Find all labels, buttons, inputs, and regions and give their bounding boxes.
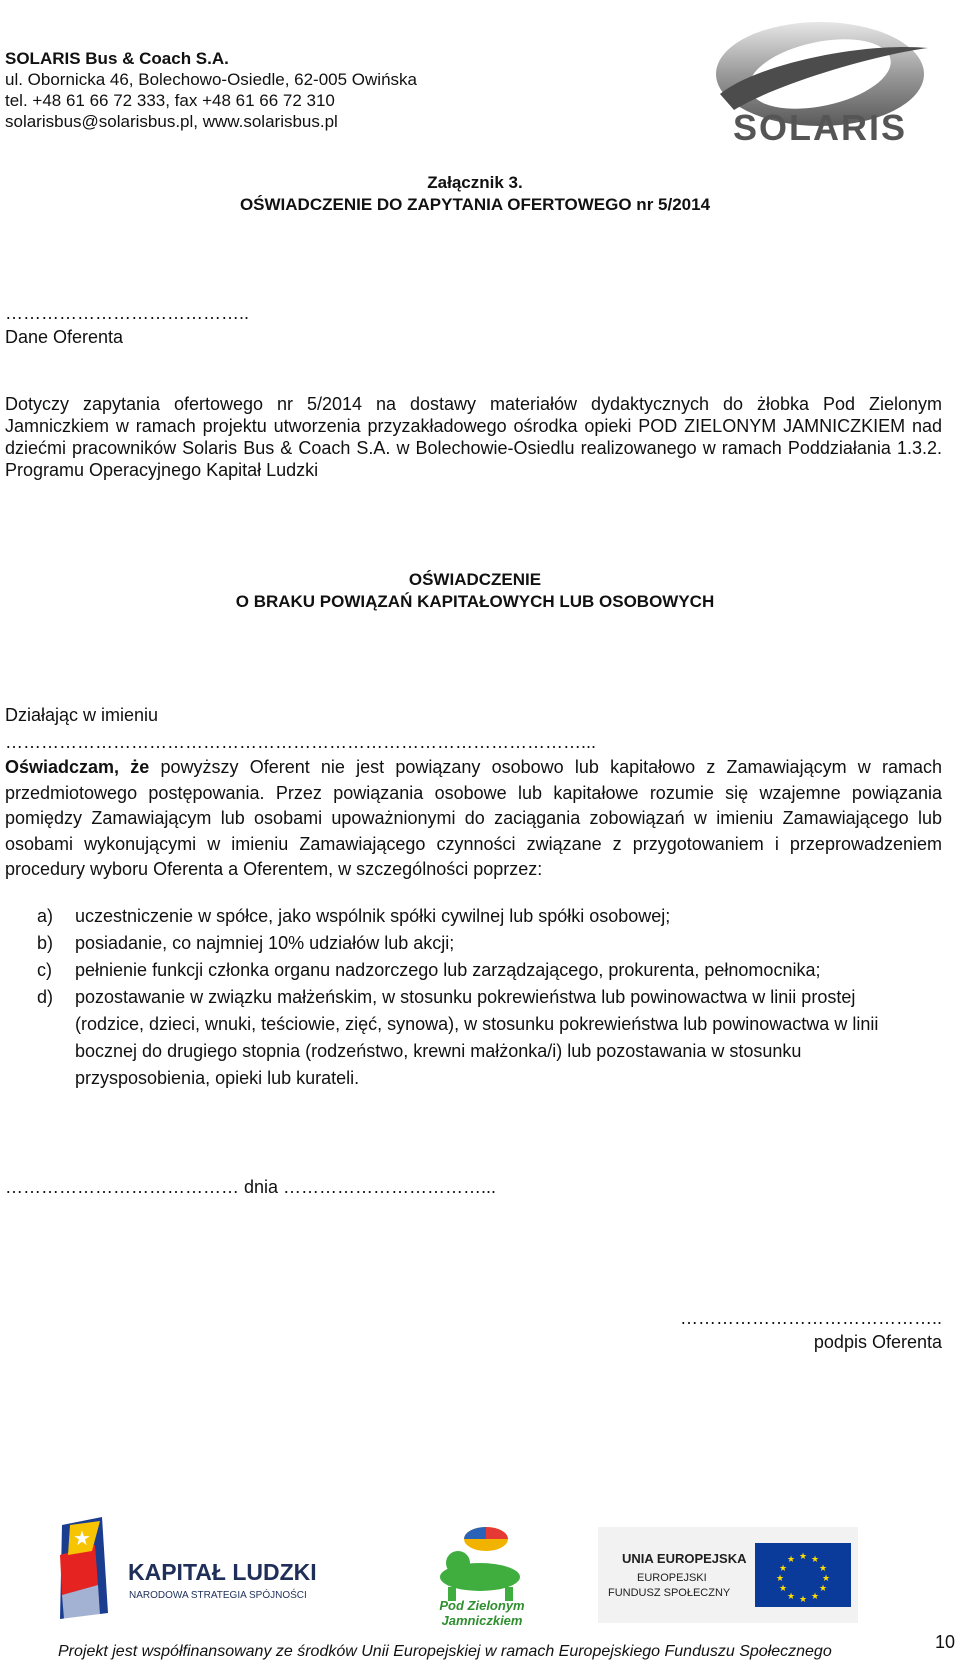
svg-text:★: ★ bbox=[786, 1554, 796, 1564]
eu-line2: EUROPEJSKI bbox=[637, 1572, 707, 1584]
list-marker: b) bbox=[37, 933, 54, 953]
list-item bbox=[5, 903, 942, 930]
svg-text:★: ★ bbox=[786, 1591, 796, 1601]
kapital-subtitle: NARODOWA STRATEGIA SPÓJNOŚCI bbox=[129, 1590, 307, 1601]
page-number: 10 bbox=[935, 1632, 956, 1652]
logo-text: SOLARIS bbox=[732, 107, 908, 148]
list-marker: c) bbox=[37, 960, 52, 980]
svg-text:★: ★ bbox=[818, 1563, 828, 1573]
cofinancing-note: Projekt jest współfinansowany ze środków Unii Europejskiej w ramach Europejskiego Funduszu Społecznego bbox=[58, 1643, 832, 1660]
company-name: SOLARIS Bus & Coach S.A. bbox=[5, 49, 229, 68]
svg-text:★: ★ bbox=[818, 1583, 828, 1593]
list-item bbox=[5, 957, 942, 984]
annex-subject: OŚWIADCZENIE DO ZAPYTANIA OFERTOWEGO nr 5/2014 bbox=[239, 195, 711, 214]
acting-dots: ……………………………………………………………………………………... bbox=[5, 732, 597, 752]
solaris-logo bbox=[700, 2, 940, 162]
signature-dots: …………………………………….. bbox=[679, 1308, 942, 1328]
statement-title bbox=[0, 569, 950, 613]
bidder-dots: ………………………………….. bbox=[5, 303, 250, 323]
kapital-title: KAPITAŁ LUDZKI bbox=[128, 1559, 317, 1585]
annex-title bbox=[0, 172, 950, 216]
svg-text:★: ★ bbox=[798, 1594, 808, 1604]
jamniczek-line2: Jamniczkiem bbox=[441, 1613, 523, 1628]
bidder-label: Dane Oferenta bbox=[5, 327, 124, 347]
statement-title-line1: OŚWIADCZENIE bbox=[408, 570, 542, 589]
list-item-text: posiadanie, co najmniej 10% udziałów lub akcji; bbox=[75, 933, 455, 953]
annex-number: Załącznik 3. bbox=[427, 173, 523, 192]
company-address: ul. Obornicka 46, Bolechowo-Osiedle, 62-005 Owińska bbox=[5, 70, 417, 89]
kapital-ludzki-logo bbox=[60, 1517, 317, 1619]
signature-label: podpis Oferenta bbox=[813, 1332, 942, 1352]
footer-logos bbox=[0, 1515, 960, 1635]
relations-list bbox=[5, 903, 942, 1092]
list-item-text: uczestniczenie w spółce, jako wspólnik spółki cywilnej lub spółki osobowej; bbox=[75, 906, 671, 926]
list-item-text: pozostawanie w związku małżeńskim, w stosunku pokrewieństwa lub powinowactwa w linii prostej (rodzice, dzieci, wnuki, teściowie, zięć, synowa), w stosunku pokrewieństwa lub powinowactwa w linii bocznej do drugiego stopnia (rodzeństwo, krewni małżonka/i) lub pozostawania w stosunku przysposobienia, opieki lub kurateli. bbox=[75, 987, 879, 1088]
jamniczek-logo bbox=[439, 1527, 525, 1628]
list-item bbox=[5, 984, 942, 1092]
list-marker: d) bbox=[37, 987, 54, 1007]
svg-text:★: ★ bbox=[821, 1573, 831, 1583]
declaration-text: powyższy Oferent nie jest powiązany osobowo lub kapitałowo z Zamawiającym w ramach przedmiotowego postępowania. Przez powiązania osobowe lub kapitałowe rozumie się wzajemne powiązania pomiędzy Zamawiającym lub osobami upoważnionymi do zaciągania zobowiązań w imieniu Zamawiającego lub osobami wykonującymi w imieniu Zamawiającego czynności związane z przygotowaniem i przeprowadzeniem procedury wyboru Oferenta a Oferentem, w szczególności poprzez: bbox=[5, 757, 943, 879]
star-icon: ★ bbox=[73, 1528, 91, 1550]
declaration-paragraph bbox=[5, 755, 942, 883]
svg-text:★: ★ bbox=[798, 1551, 808, 1561]
svg-text:★: ★ bbox=[810, 1591, 820, 1601]
company-phone: tel. +48 61 66 72 333, fax +48 61 66 72 310 bbox=[5, 91, 335, 110]
signature-block bbox=[680, 1306, 942, 1354]
eu-line3: FUNDUSZ SPOŁECZNY bbox=[608, 1587, 731, 1599]
company-info bbox=[5, 48, 417, 132]
svg-text:★: ★ bbox=[778, 1583, 788, 1593]
list-item-text: pełnienie funkcji członka organu nadzorczego lub zarządzającego, prokurenta, pełnomocnika; bbox=[75, 960, 821, 980]
eu-logo bbox=[598, 1527, 858, 1623]
svg-text:★: ★ bbox=[810, 1554, 820, 1564]
list-marker: a) bbox=[37, 906, 54, 926]
acting-label: Działając w imieniu bbox=[5, 705, 159, 725]
eu-line1: UNIA EUROPEJSKA bbox=[622, 1551, 747, 1566]
svg-text:★: ★ bbox=[775, 1573, 785, 1583]
date-line: ………………………………… dnia ……………………………... bbox=[5, 1177, 497, 1197]
statement-title-line2: O BRAKU POWIĄZAŃ KAPITAŁOWYCH LUB OSOBOWYCH bbox=[235, 592, 715, 611]
svg-text:★: ★ bbox=[778, 1563, 788, 1573]
concerning-paragraph: Dotyczy zapytania ofertowego nr 5/2014 na dostawy materiałów dydaktycznych do żłobka Pod Zielonym Jamniczkiem w ramach projektu utworzenia przyzakładowego ośrodka opieki POD ZIELONYM JAMNICZKIEM nad dziećmi pracowników Solaris Bus & Coach S.A. w Bolechowie-Osiedlu realizowanego w ramach Poddziałania 1.3.2. Programu Operacyjnego Kapitał Ludzki bbox=[5, 394, 942, 480]
list-item bbox=[5, 930, 942, 957]
company-email-web: solarisbus@solarisbus.pl, www.solarisbus.pl bbox=[5, 112, 338, 131]
declaration-bold: Oświadczam, że bbox=[5, 757, 150, 777]
jamniczek-line1: Pod Zielonym bbox=[439, 1598, 525, 1613]
